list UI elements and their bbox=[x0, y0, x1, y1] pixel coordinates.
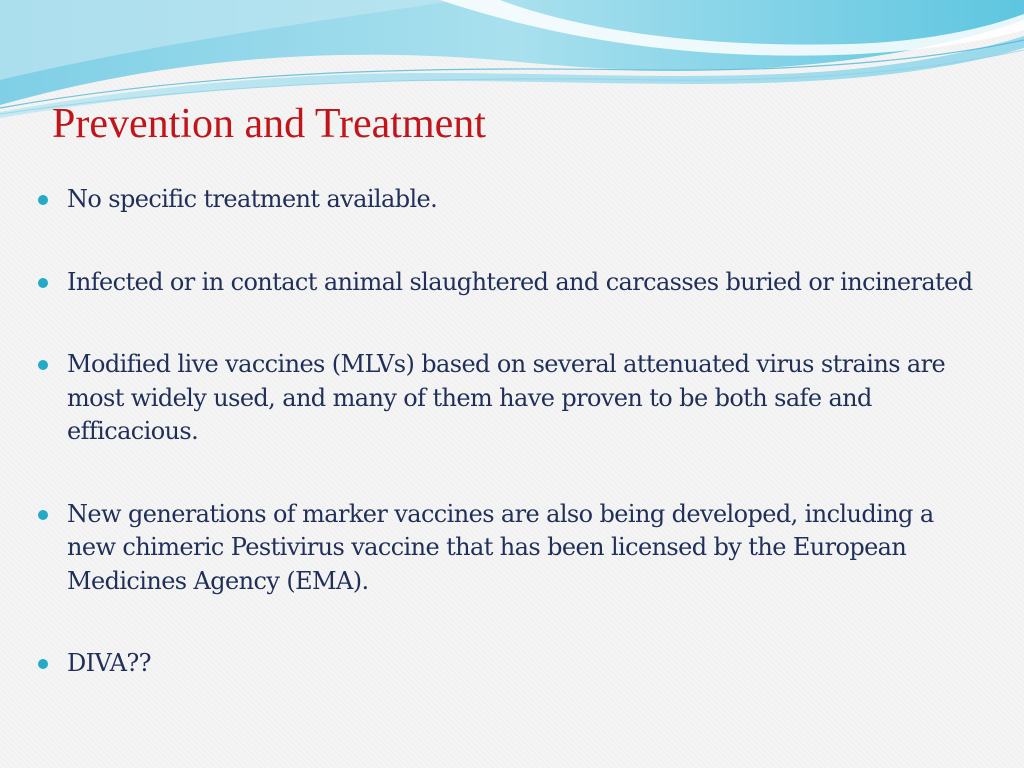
slide-title: Prevention and Treatment bbox=[52, 101, 486, 147]
bullet-item bbox=[38, 348, 988, 449]
bullet-item bbox=[38, 266, 988, 300]
bullet-dot-icon bbox=[38, 195, 48, 205]
bullet-dot-icon bbox=[38, 278, 48, 288]
bullet-dot-icon bbox=[38, 659, 48, 669]
bullet-item bbox=[38, 183, 988, 217]
bullet-text: Infected or in contact animal slaughtered and carcasses buried or incinerated bbox=[67, 267, 973, 296]
bullet-item bbox=[38, 647, 988, 681]
bullet-list bbox=[38, 183, 988, 730]
bullet-dot-icon bbox=[38, 510, 48, 520]
bullet-text: New generations of marker vaccines are also being developed, including a new chimeric Pestivirus vaccine that has been licensed by the European Medicines Agency (EMA). bbox=[67, 499, 934, 595]
bullet-dot-icon bbox=[38, 360, 48, 370]
bullet-text: Modified live vaccines (MLVs) based on several attenuated virus strains are most widely used, and many of them have proven to be both safe and efficacious. bbox=[67, 350, 946, 445]
bullet-text: No specific treatment available. bbox=[67, 185, 438, 213]
bullet-item bbox=[38, 498, 988, 599]
bullet-text: DIVA?? bbox=[67, 649, 151, 677]
